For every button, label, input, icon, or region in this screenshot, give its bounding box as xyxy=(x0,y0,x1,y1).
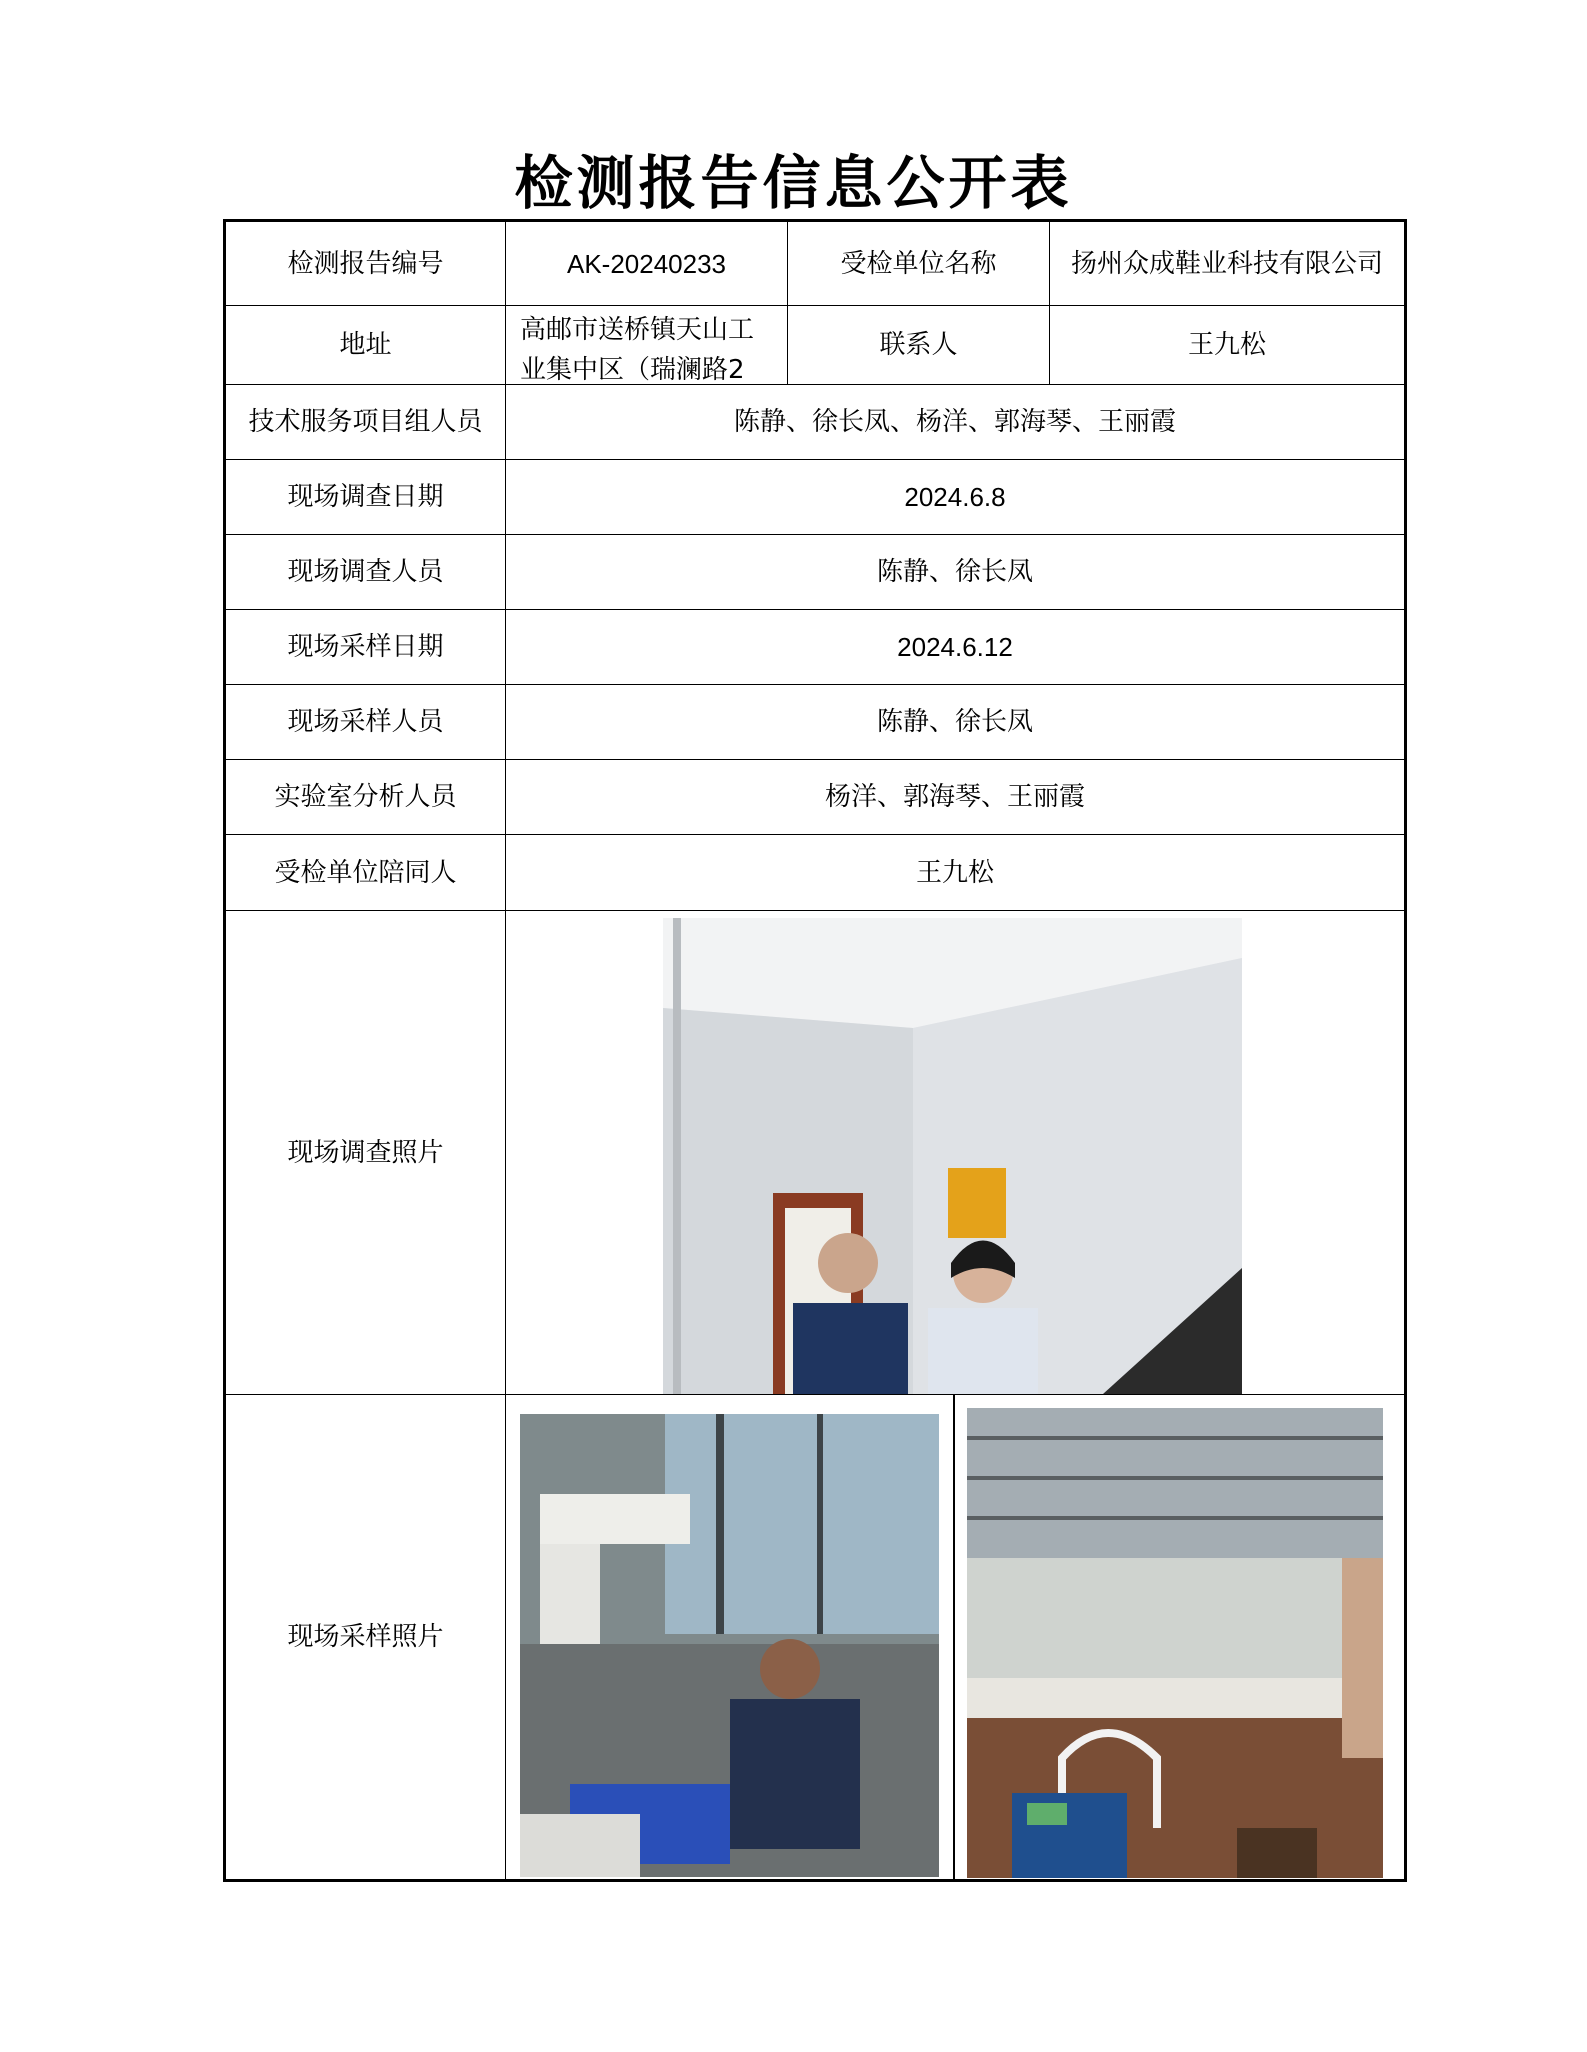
report-no-label: 检测报告编号 xyxy=(225,221,506,306)
survey-date-value: 2024.6.8 xyxy=(506,460,1406,535)
table-row xyxy=(225,1395,1406,1881)
lab-value: 杨洋、郭海琴、王丽霞 xyxy=(506,760,1406,835)
escort-label: 受检单位陪同人 xyxy=(225,835,506,911)
sampling-date-value: 2024.6.12 xyxy=(506,610,1406,685)
contact-label: 联系人 xyxy=(788,306,1050,385)
sampling-date-label: 现场采样日期 xyxy=(225,610,506,685)
unit-label: 受检单位名称 xyxy=(788,221,1050,306)
table-row xyxy=(225,221,1406,306)
report-info-table xyxy=(223,219,1407,1882)
sampling-photo-cell xyxy=(506,1395,1406,1881)
escort-value: 王九松 xyxy=(506,835,1406,911)
team-value: 陈静、徐长凤、杨洋、郭海琴、王丽霞 xyxy=(506,385,1406,460)
table-row xyxy=(225,911,1406,1395)
address-label: 地址 xyxy=(225,306,506,385)
table-row xyxy=(225,760,1406,835)
surveyors-value: 陈静、徐长凤 xyxy=(506,535,1406,610)
lab-label: 实验室分析人员 xyxy=(225,760,506,835)
contact-value: 王九松 xyxy=(1050,306,1406,385)
survey-photo xyxy=(663,918,1242,1394)
samplers-value: 陈静、徐长凤 xyxy=(506,685,1406,760)
sampling-photo-label: 现场采样照片 xyxy=(225,1395,506,1881)
table-row xyxy=(225,535,1406,610)
table-row xyxy=(225,835,1406,911)
sampling-photo-right xyxy=(967,1408,1383,1878)
team-label: 技术服务项目组人员 xyxy=(225,385,506,460)
table-row xyxy=(225,385,1406,460)
survey-photo-cell xyxy=(506,911,1406,1395)
page-title: 检测报告信息公开表 xyxy=(514,149,1073,217)
table-row xyxy=(225,306,1406,385)
address-value: 高邮市送桥镇天山工业集中区（瑞澜路2 xyxy=(520,315,755,384)
photo-divider xyxy=(953,1395,955,1879)
table-row xyxy=(225,685,1406,760)
surveyors-label: 现场调查人员 xyxy=(225,535,506,610)
table-row xyxy=(225,460,1406,535)
survey-photo-label: 现场调查照片 xyxy=(225,911,506,1395)
unit-value: 扬州众成鞋业科技有限公司 xyxy=(1050,221,1406,306)
report-no-value: AK-20240233 xyxy=(506,221,788,306)
sampling-photo-left xyxy=(520,1414,939,1877)
table-row xyxy=(225,610,1406,685)
survey-date-label: 现场调查日期 xyxy=(225,460,506,535)
samplers-label: 现场采样人员 xyxy=(225,685,506,760)
